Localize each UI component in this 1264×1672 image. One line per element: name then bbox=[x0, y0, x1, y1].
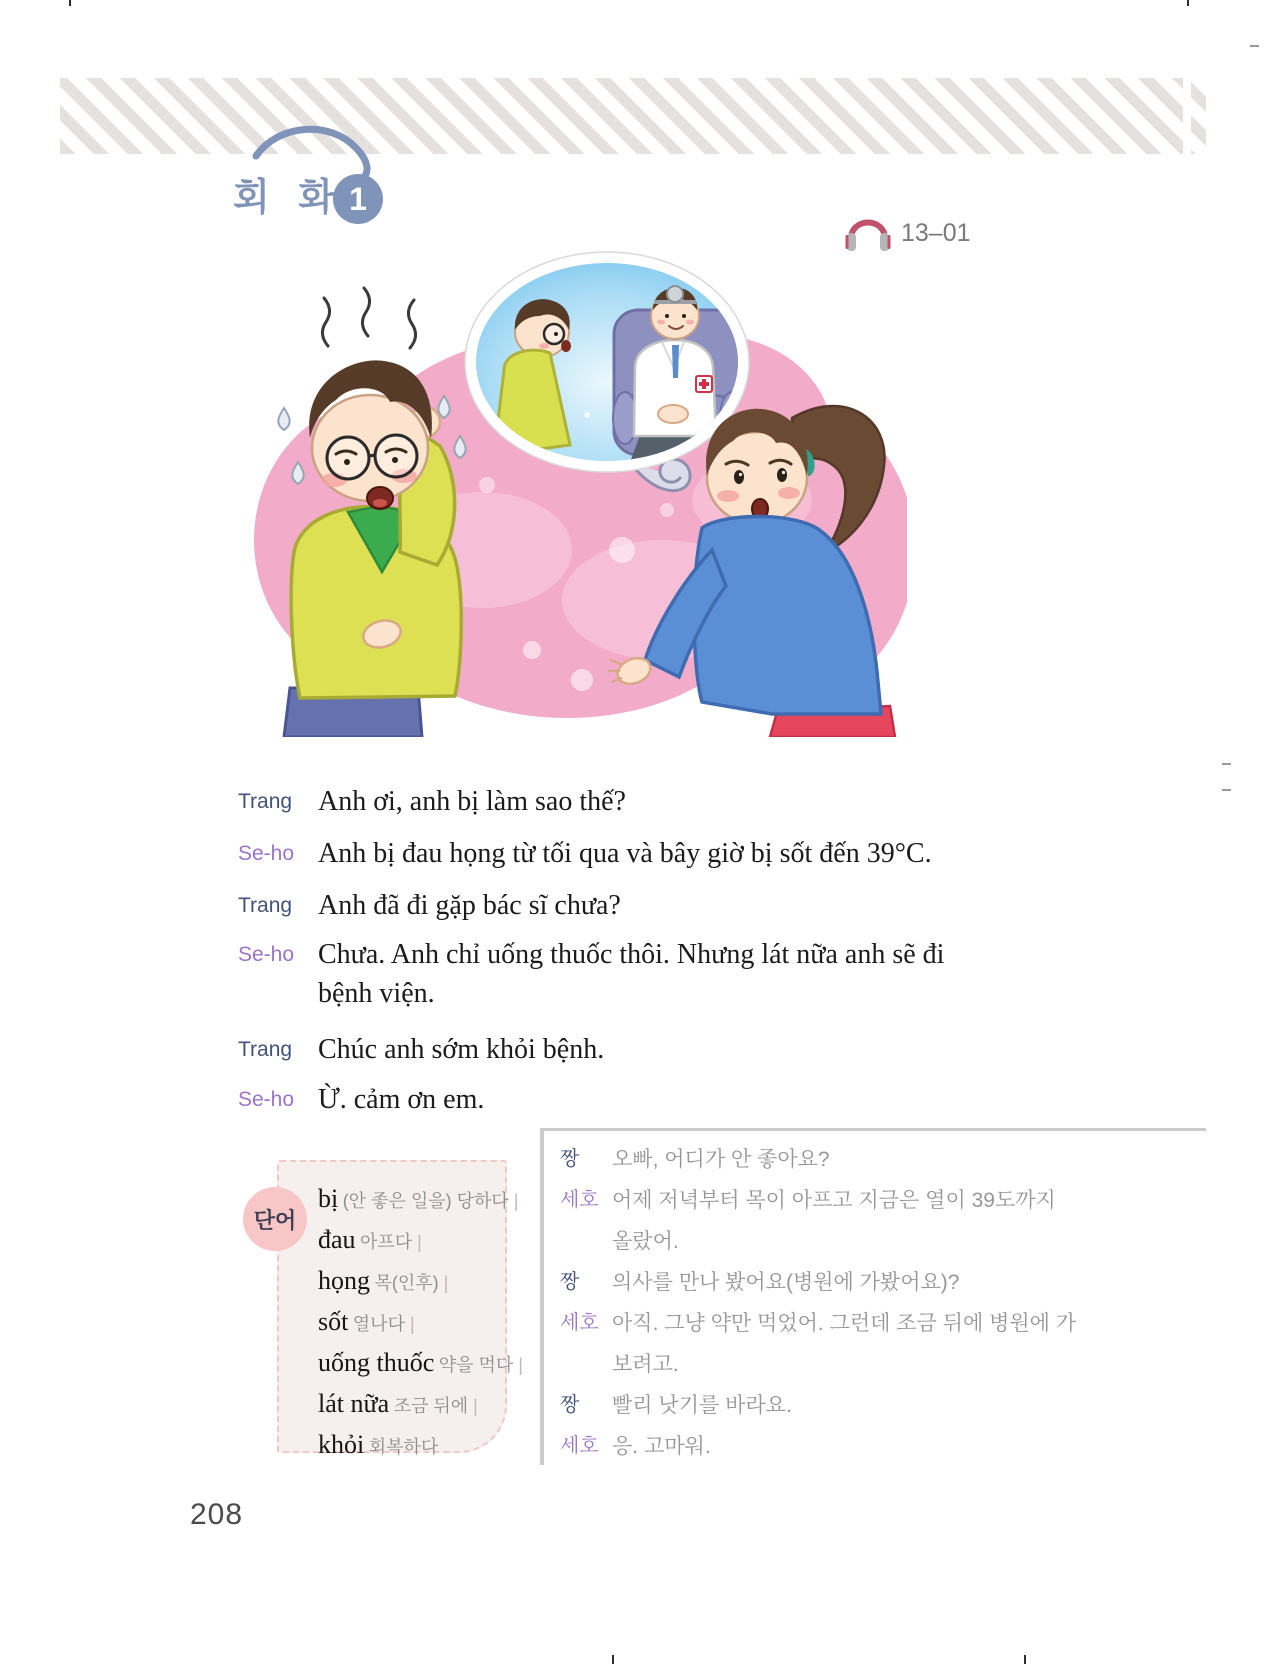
speaker-label: Se-ho bbox=[238, 943, 295, 966]
dialogue-line: Chưa. Anh chỉ uống thuốc thôi. Nhưng lát nữa anh sẽ đi bbox=[318, 939, 945, 970]
dialogue-line: Anh đã đi gặp bác sĩ chưa? bbox=[318, 890, 621, 921]
dialogue-line: Chúc anh sớm khỏi bệnh. bbox=[318, 1034, 605, 1065]
vocab-list bbox=[318, 1180, 523, 1467]
vocab-entry bbox=[318, 1180, 519, 1221]
translation-row bbox=[560, 1180, 1206, 1262]
speaker-label: 짱 bbox=[560, 1148, 580, 1170]
vocab-gloss: 목(인후) bbox=[374, 1273, 439, 1293]
vocab-badge: 단어 bbox=[243, 1187, 307, 1251]
translation-row bbox=[560, 1385, 1206, 1426]
vocab-entry bbox=[318, 1385, 498, 1426]
vocab-separator: | bbox=[438, 1273, 449, 1293]
vocab-entry bbox=[318, 1303, 498, 1344]
translation-row bbox=[560, 1139, 1206, 1180]
vocab-word: đau bbox=[318, 1225, 356, 1254]
audio-track-label: 13–01 bbox=[901, 219, 971, 247]
vocab-word: họng bbox=[318, 1266, 370, 1295]
speaker-label: 세호 bbox=[560, 1312, 599, 1334]
translation-line: 의사를 만나 봤어요(병원에 가봤어요)? bbox=[612, 1271, 960, 1294]
vocab-word: lát nữa bbox=[318, 1389, 390, 1418]
crop-mark bbox=[69, 0, 71, 6]
vocab-separator: | bbox=[513, 1355, 523, 1375]
vocab-entry bbox=[318, 1221, 498, 1262]
speaker-label: Trang bbox=[238, 894, 293, 917]
dialogue-row bbox=[238, 886, 621, 925]
dialogue-line: Anh ơi, anh bị làm sao thế? bbox=[318, 786, 626, 817]
speaker-label: Se-ho bbox=[238, 1088, 295, 1111]
vocab-gloss: 약을 먹다 bbox=[438, 1355, 514, 1375]
speaker-label: Trang bbox=[238, 790, 293, 813]
vocab-entry bbox=[318, 1262, 498, 1303]
thought-bubble bbox=[465, 252, 749, 472]
vocab-gloss: 아프다 bbox=[360, 1232, 413, 1252]
vocab-entry bbox=[318, 1344, 523, 1385]
section-number: 1 bbox=[349, 181, 367, 217]
translation-line: 빨리 낫기를 바라요. bbox=[612, 1394, 792, 1417]
vocab-gloss: (안 좋은 일을) 당하다 bbox=[342, 1191, 509, 1211]
speaker-label: 짱 bbox=[560, 1271, 580, 1293]
translation-line: 응. 고마워. bbox=[612, 1435, 711, 1458]
speaker-label: Trang bbox=[238, 1038, 293, 1061]
page-number: 208 bbox=[190, 1498, 244, 1531]
crop-mark bbox=[1187, 0, 1189, 6]
dialogue-line: Ừ. cảm ơn em. bbox=[318, 1084, 485, 1115]
vocab-word: bị bbox=[318, 1184, 339, 1213]
vocab-separator: | bbox=[412, 1232, 422, 1252]
vocab-gloss: 열나다 bbox=[352, 1314, 405, 1334]
stripe-band-gap bbox=[1183, 78, 1191, 154]
vocab-word: uống thuốc bbox=[318, 1348, 435, 1377]
headphones-icon bbox=[843, 208, 893, 254]
conversation-illustration bbox=[232, 250, 907, 737]
vocab-gloss: 회복하다 bbox=[368, 1437, 439, 1457]
translation-line: 올랐어. bbox=[612, 1230, 679, 1253]
crop-mark bbox=[1222, 789, 1231, 791]
speaker-label: 세호 bbox=[560, 1435, 599, 1457]
vocab-gloss: 조금 뒤에 bbox=[393, 1396, 469, 1416]
translation-line: 아직. 그냥 약만 먹었어. 그런데 조금 뒤에 병원에 가 bbox=[612, 1312, 1077, 1335]
dialogue-row bbox=[238, 935, 944, 1013]
heat-squiggles bbox=[322, 288, 415, 348]
dialogue-row bbox=[238, 834, 932, 873]
crop-mark bbox=[1250, 45, 1259, 47]
crop-mark bbox=[1222, 763, 1231, 765]
dialogue-row bbox=[238, 1030, 604, 1069]
speaker-label: Se-ho bbox=[238, 842, 295, 865]
vocab-separator: | bbox=[404, 1314, 415, 1334]
crop-mark bbox=[612, 1655, 614, 1664]
speaker-label: 세호 bbox=[560, 1189, 599, 1211]
stripe-band-decoration bbox=[60, 78, 1206, 154]
crop-mark bbox=[1024, 1655, 1026, 1664]
translation-line: 보려고. bbox=[612, 1353, 679, 1376]
translation-line: 오빠, 어디가 안 좋아요? bbox=[612, 1148, 830, 1171]
translation-row bbox=[560, 1303, 1206, 1385]
dialogue-line: Anh bị đau họng từ tối qua và bây giờ bị sốt đến 39°C. bbox=[318, 838, 932, 869]
vocab-entry bbox=[318, 1426, 498, 1467]
section-title: 회 화 bbox=[233, 177, 344, 219]
translation-row bbox=[560, 1426, 1206, 1467]
korean-translation-panel bbox=[540, 1128, 1206, 1465]
speaker-label: 짱 bbox=[560, 1394, 580, 1416]
vocab-word: sốt bbox=[318, 1307, 349, 1336]
vocab-word: khỏi bbox=[318, 1430, 365, 1459]
dialogue-row bbox=[238, 782, 626, 821]
vocab-separator: | bbox=[508, 1191, 519, 1211]
translation-line: 어제 저녁부터 목이 아프고 지금은 열이 39도까지 bbox=[612, 1189, 1056, 1212]
translation-row bbox=[560, 1262, 1206, 1303]
dialogue-row bbox=[238, 1080, 484, 1119]
man-glasses bbox=[327, 437, 369, 479]
vocab-separator: | bbox=[468, 1396, 478, 1416]
dialogue-line: bệnh viện. bbox=[318, 978, 435, 1009]
